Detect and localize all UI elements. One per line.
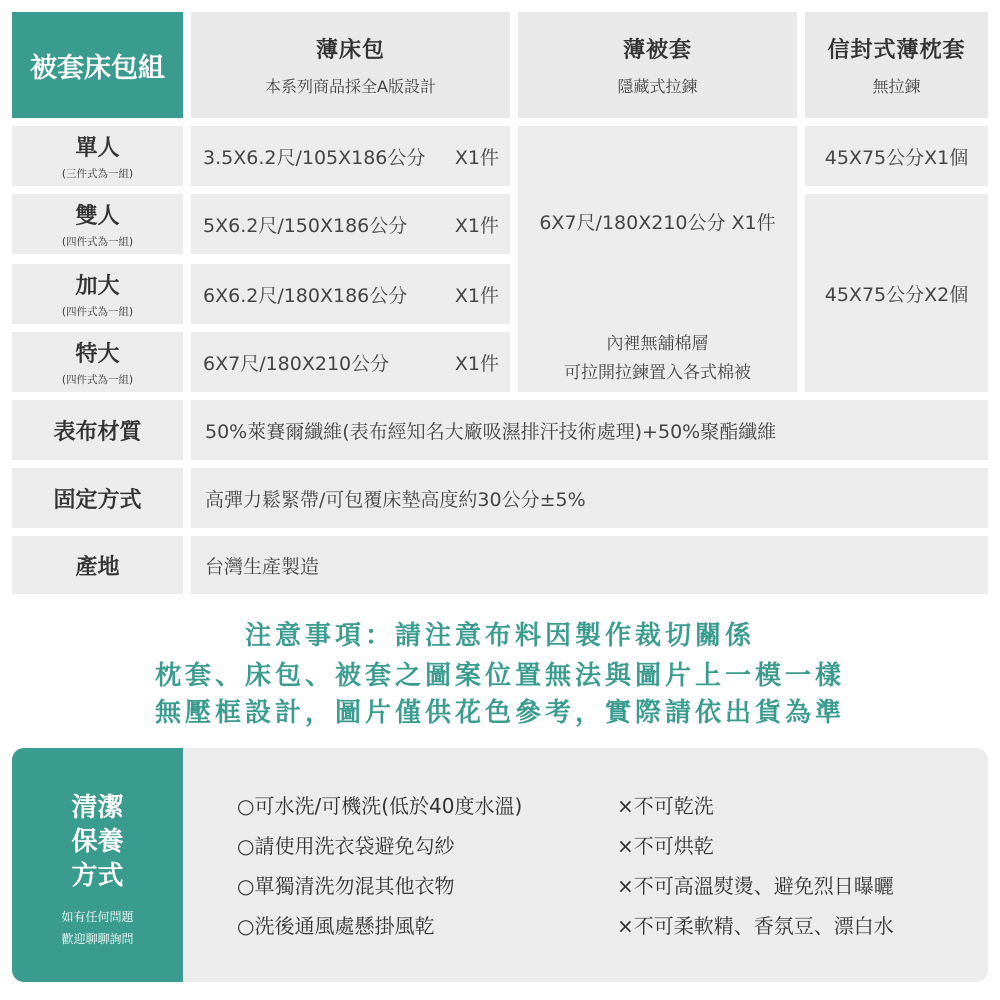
- care-do-item: ○可水洗/可機洗(低於40度水溫): [237, 794, 523, 818]
- row-label-origin: [12, 536, 183, 594]
- notice-line-1: 注意事項：請注意布料因製作裁切關係: [244, 621, 755, 651]
- sheet-qty-text: X1件: [454, 214, 499, 237]
- row-label-title: 加大: [75, 274, 120, 299]
- row-label-queen: [12, 264, 183, 324]
- sheet-size-text: 5X6.2尺/150X186公分: [203, 214, 408, 237]
- duvet-note-zipper: 可拉開拉鍊置入各式棉被: [564, 363, 751, 383]
- care-dont-item: ×不可乾洗: [617, 794, 714, 818]
- care-instructions-panel: [183, 748, 988, 982]
- care-do-item: ○洗後通風處懸掛風乾: [237, 914, 435, 938]
- duvet-size-text: 6X7尺/180X210公分 X1件: [539, 212, 776, 234]
- row-label-subtitle: (四件式為一組): [61, 306, 134, 318]
- row-label-subtitle: (四件式為一組): [61, 374, 134, 386]
- duvet-note-lining: 內裡無舖棉層: [606, 334, 709, 354]
- header-fitted-sheet-subtitle: 本系列商品採全A版設計: [265, 77, 436, 96]
- row-label-king: [12, 332, 183, 392]
- pillow-size-text: 45X75公分X2個: [824, 283, 969, 306]
- care-contact-line-1: 如有任何問題: [61, 910, 134, 924]
- care-title-line-2: 保養: [71, 827, 124, 857]
- origin-value-text: 台灣生產製造: [205, 555, 320, 578]
- fabric-value: [191, 400, 988, 460]
- row-label-single: [12, 126, 183, 186]
- fabric-value-text: 50%萊賽爾纖維(表布經知名大廠吸濕排汗技術處理)+50%聚酯纖維: [205, 420, 777, 443]
- sheet-qty-text: X1件: [454, 146, 499, 169]
- row-label-fixing: [12, 468, 183, 528]
- header-pillowcase-subtitle: 無拉鍊: [872, 77, 921, 96]
- care-title-panel: [12, 748, 183, 982]
- sheet-size-double: [191, 194, 510, 254]
- header-pillowcase-title: 信封式薄枕套: [827, 38, 966, 63]
- sheet-qty-text: X1件: [454, 284, 499, 307]
- pillow-size-text: 45X75公分X1個: [824, 146, 969, 169]
- notice-line-2: 枕套、床包、被套之圖案位置無法與圖片上一模一樣: [154, 661, 845, 691]
- notice-line-3: 無壓框設計，圖片僅供花色參考，實際請依出貨為準: [154, 698, 845, 728]
- header-duvet-cover-title: 薄被套: [622, 38, 692, 63]
- table-corner-title: 被套床包組: [12, 12, 183, 118]
- row-label-title: 表布材質: [53, 419, 142, 445]
- fixing-value-text: 高彈力鬆緊帶/可包覆床墊高度約30公分±5%: [205, 488, 586, 511]
- care-do-item: ○單獨清洗勿混其他衣物: [237, 874, 455, 898]
- header-fitted-sheet: [191, 12, 510, 118]
- row-label-fabric: [12, 400, 183, 460]
- duvet-size-cell: [518, 126, 797, 392]
- pillow-size-single: [805, 126, 988, 186]
- origin-value: [191, 536, 988, 594]
- row-label-title: 特大: [75, 342, 120, 367]
- care-title-line-3: 方式: [71, 861, 124, 891]
- row-label-subtitle: (四件式為一組): [61, 236, 134, 248]
- care-dont-item: ×不可柔軟精、香氛豆、漂白水: [617, 914, 894, 938]
- row-label-title: 固定方式: [53, 487, 142, 513]
- header-fitted-sheet-title: 薄床包: [315, 38, 385, 63]
- row-label-title: 雙人: [75, 204, 120, 229]
- sheet-size-text: 6X7尺/180X210公分: [203, 352, 390, 375]
- row-label-subtitle: (三件式為一組): [61, 168, 134, 180]
- sheet-size-king: [191, 332, 510, 392]
- fixing-value: [191, 468, 988, 528]
- header-duvet-cover-subtitle: 隱藏式拉鍊: [617, 77, 698, 96]
- row-label-title: 單人: [75, 136, 120, 161]
- header-duvet-cover: [518, 12, 797, 118]
- row-label-double: [12, 194, 183, 254]
- care-title-line-1: 清潔: [71, 793, 124, 823]
- sheet-size-text: 6X6.2尺/180X186公分: [203, 284, 408, 307]
- sheet-size-queen: [191, 264, 510, 324]
- care-dont-item: ×不可烘乾: [617, 834, 714, 858]
- sheet-size-text: 3.5X6.2尺/105X186公分: [203, 146, 426, 169]
- care-do-item: ○請使用洗衣袋避免勾紗: [237, 834, 455, 858]
- care-contact-line-2: 歡迎聊聊詢問: [61, 932, 134, 946]
- pillow-size-multi: [805, 194, 988, 392]
- row-label-title: 產地: [75, 554, 120, 580]
- sheet-size-single: [191, 126, 510, 186]
- sheet-qty-text: X1件: [454, 352, 499, 375]
- header-pillowcase: [805, 12, 988, 118]
- care-dont-item: ×不可高溫熨燙、避免烈日曝曬: [617, 874, 894, 898]
